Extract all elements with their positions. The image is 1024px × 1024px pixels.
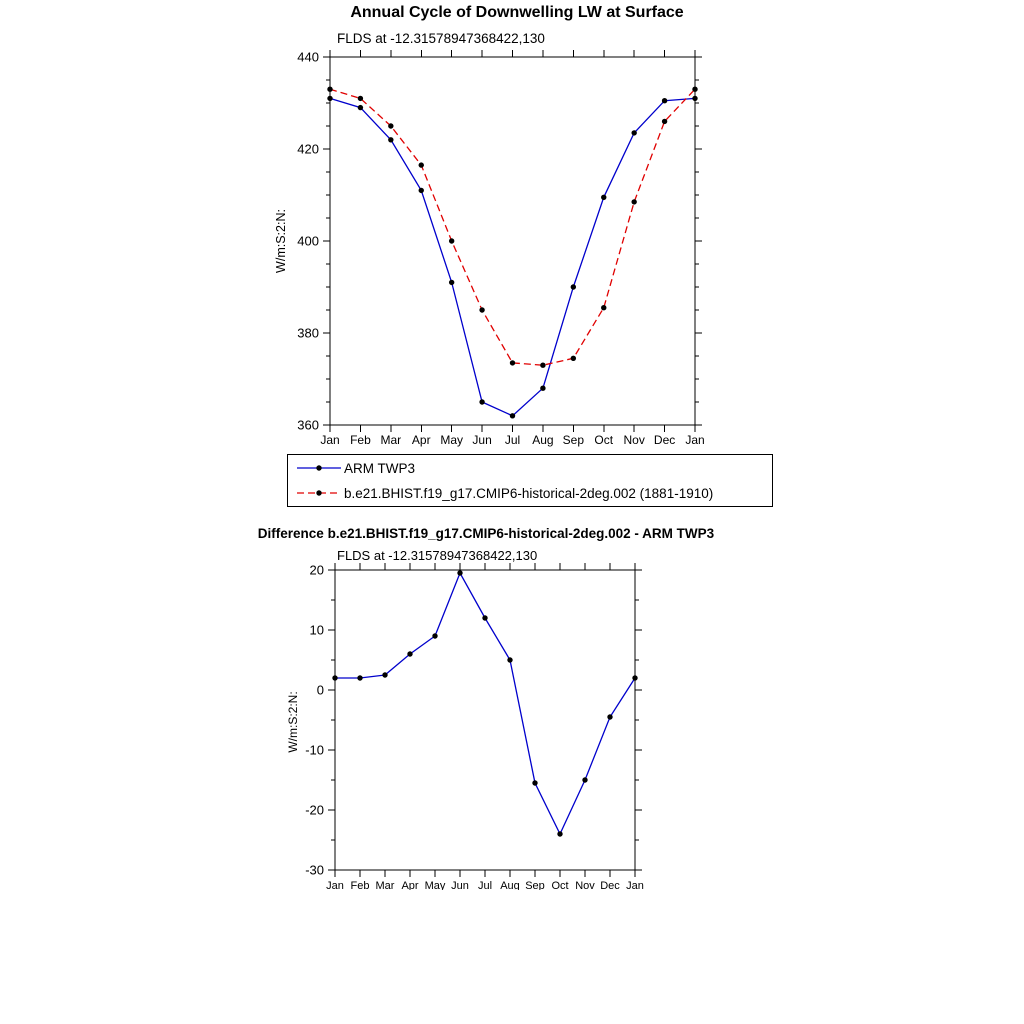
svg-text:Aug: Aug — [532, 433, 554, 447]
svg-text:Apr: Apr — [401, 880, 419, 890]
svg-text:Feb: Feb — [350, 880, 370, 890]
svg-text:Sep: Sep — [525, 880, 545, 890]
svg-text:0: 0 — [316, 682, 324, 698]
legend-label-arm-twp3: ARM TWP3 — [344, 460, 416, 476]
svg-text:May: May — [424, 880, 446, 890]
difference-subtitle: FLDS at -12.31578947368422,130 — [337, 548, 538, 563]
svg-text:Dec: Dec — [600, 880, 620, 890]
difference-yaxis-label: W/m:S:2:N: — [286, 691, 300, 753]
annual-cycle-title: Annual Cycle of Downwelling LW at Surface — [350, 4, 684, 21]
svg-text:Dec: Dec — [653, 433, 676, 447]
svg-text:Jun: Jun — [451, 880, 469, 890]
svg-text:Nov: Nov — [575, 880, 595, 890]
svg-text:Oct: Oct — [551, 880, 569, 890]
svg-text:Sep: Sep — [562, 433, 585, 447]
legend-item-model — [294, 481, 772, 506]
svg-text:-10: -10 — [305, 742, 324, 758]
annual-cycle-subtitle: FLDS at -12.31578947368422,130 — [337, 31, 545, 46]
svg-text:Mar: Mar — [375, 880, 395, 890]
svg-text:Mar: Mar — [380, 433, 402, 447]
svg-text:400: 400 — [297, 233, 319, 249]
svg-text:10: 10 — [309, 622, 324, 638]
legend-label-model: b.e21.BHIST.f19_g17.CMIP6-historical-2deg.002 (1881-1910) — [344, 485, 714, 501]
svg-text:Feb: Feb — [350, 433, 371, 447]
annual-cycle-plot — [255, 25, 785, 465]
svg-text:Jan: Jan — [326, 880, 344, 890]
legend-line-sample-arm — [294, 460, 344, 476]
svg-text:420: 420 — [297, 141, 319, 157]
svg-text:-30: -30 — [305, 862, 324, 878]
svg-text:Jan: Jan — [626, 880, 644, 890]
legend-line-sample-model — [294, 485, 344, 501]
svg-text:Apr: Apr — [411, 433, 431, 447]
svg-text:380: 380 — [297, 325, 319, 341]
difference-plot — [260, 560, 680, 890]
legend-item-arm-twp3 — [294, 456, 772, 481]
svg-text:360: 360 — [297, 417, 319, 433]
svg-text:Nov: Nov — [623, 433, 645, 447]
svg-text:Oct: Oct — [594, 433, 614, 447]
svg-text:Aug: Aug — [500, 880, 520, 890]
svg-text:Jun: Jun — [472, 433, 492, 447]
svg-text:-20: -20 — [305, 802, 324, 818]
svg-text:20: 20 — [309, 562, 324, 578]
annual-cycle-yaxis-label: W/m:S:2:N: — [274, 209, 288, 273]
svg-text:Jan: Jan — [320, 433, 340, 447]
svg-text:440: 440 — [297, 49, 319, 65]
svg-text:Jul: Jul — [477, 880, 493, 890]
difference-title: Difference b.e21.BHIST.f19_g17.CMIP6-historical-2deg.002 - ARM TWP3 — [257, 526, 715, 541]
svg-text:Jan: Jan — [685, 433, 705, 447]
legend — [287, 454, 773, 507]
svg-text:Jul: Jul — [504, 433, 521, 447]
svg-text:May: May — [440, 433, 464, 447]
